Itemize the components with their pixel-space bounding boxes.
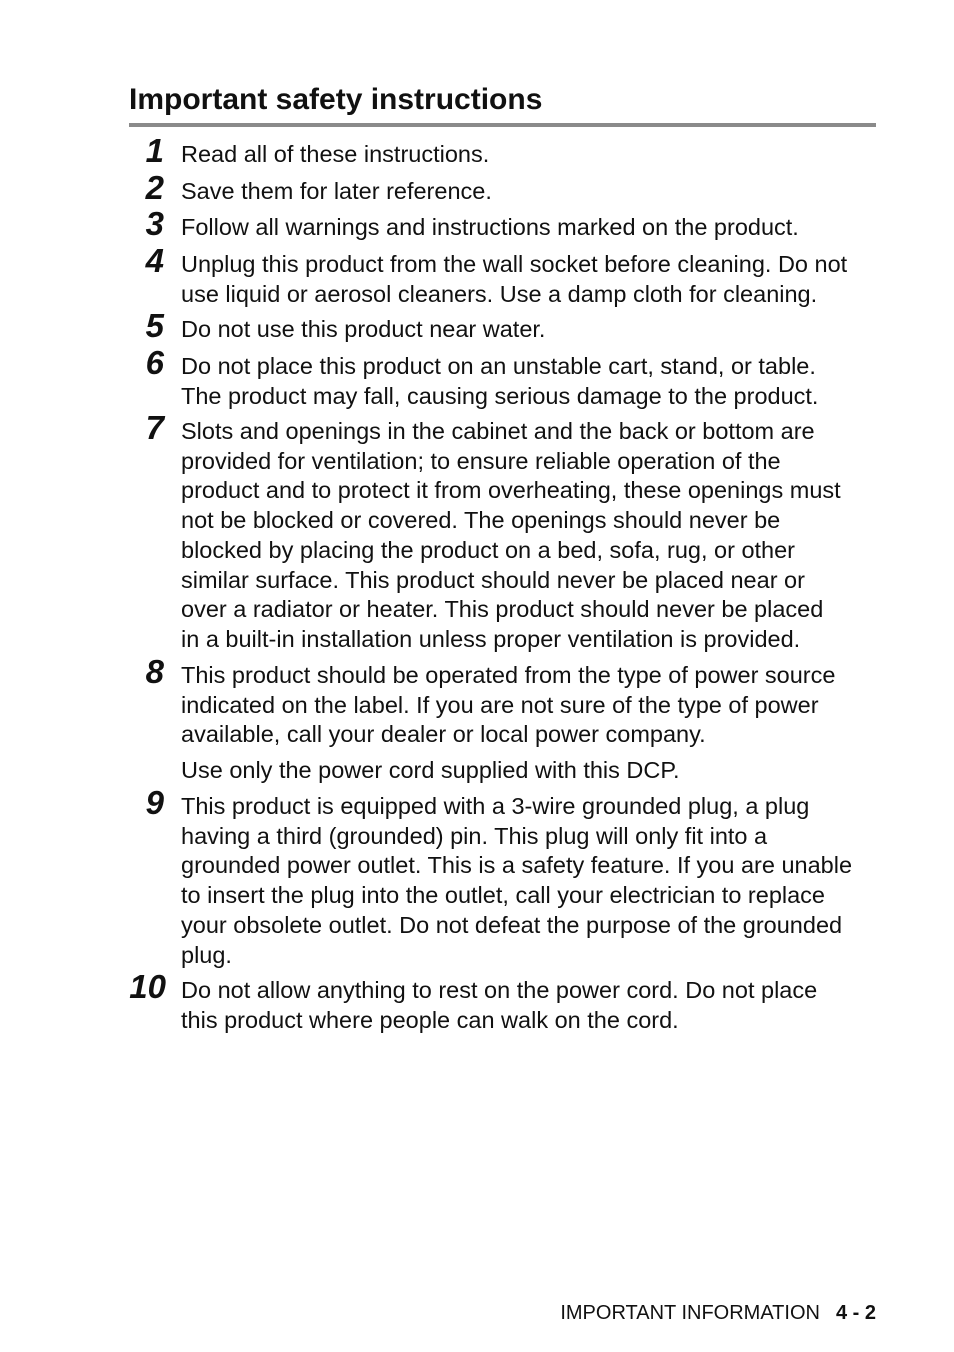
step-number: 2 (145, 169, 164, 206)
step-text-line: blocked by placing the product on a bed, sofa, rug, or other (181, 536, 796, 563)
step-text-line: Do not allow anything to rest on the power cord. Do not place (181, 977, 818, 1003)
step-text-line: The product may fall, causing serious damage to the product. (181, 382, 819, 409)
page-footer (0, 1301, 876, 1325)
page-title: Important safety instructions (129, 83, 543, 116)
step-number: 8 (145, 653, 164, 690)
step-text-line: Follow all warnings and instructions marked on the product. (181, 214, 799, 240)
step-text-line: Read all of these instructions. (181, 141, 490, 167)
step-text-line: This product should be operated from the type of power source (181, 662, 836, 688)
footer-section: IMPORTANT INFORMATION (560, 1302, 820, 1324)
step-text-line: grounded power outlet. This is a safety feature. If you are unable (181, 852, 853, 879)
step-number: 4 (145, 242, 164, 279)
step-text-line: having a third (grounded) pin. This plug will only fit into a (181, 822, 768, 849)
step-text-line: Save them for later reference. (181, 178, 492, 204)
step-number: 3 (145, 205, 164, 242)
page-number: 4 - 2 (835, 1302, 876, 1324)
step-text-line: provided for ventilation; to ensure reliable operation of the (181, 447, 781, 474)
title-rule (129, 123, 876, 127)
step-text-line: Slots and openings in the cabinet and the back or bottom are (181, 418, 815, 444)
step-text-line: product and to protect it from overheating, these openings must (181, 477, 841, 504)
step-number: 7 (145, 409, 164, 446)
step-text-line: Unplug this product from the wall socket before cleaning. Do not (181, 251, 848, 277)
step-text-line: in a built-in installation unless proper ventilation is provided. (181, 625, 801, 652)
step-text-line: this product where people can walk on the cord. (181, 1006, 679, 1033)
step-text-line: indicated on the label. If you are not sure of the type of power (181, 691, 819, 718)
step-text-line: This product is equipped with a 3-wire grounded plug, a plug (181, 793, 810, 819)
step-number: 10 (129, 968, 166, 1005)
step-text-line: plug. (181, 941, 232, 968)
step-text-line: Use only the power cord supplied with this DCP. (181, 757, 680, 783)
step-text-line: to insert the plug into the outlet, call your electrician to replace (181, 882, 826, 909)
step-number: 9 (145, 784, 164, 821)
step-text-line: Do not place this product on an unstable cart, stand, or table. (181, 353, 816, 379)
step-text-line: available, call your dealer or local power company. (181, 721, 706, 748)
step-text-line: your obsolete outlet. Do not defeat the purpose of the grounded (181, 911, 843, 938)
step-text-line: Do not use this product near water. (181, 316, 546, 342)
step-number: 1 (145, 132, 164, 169)
step-text-line: over a radiator or heater. This product should never be placed (181, 596, 824, 623)
step-number: 6 (145, 344, 164, 381)
step-text-line: not be blocked or covered. The openings should never be (181, 507, 781, 534)
step-number: 5 (145, 307, 164, 344)
step-text-line: similar surface. This product should never be placed near or (181, 566, 805, 593)
step-text-line: use liquid or aerosol cleaners. Use a damp cloth for cleaning. (181, 280, 818, 307)
